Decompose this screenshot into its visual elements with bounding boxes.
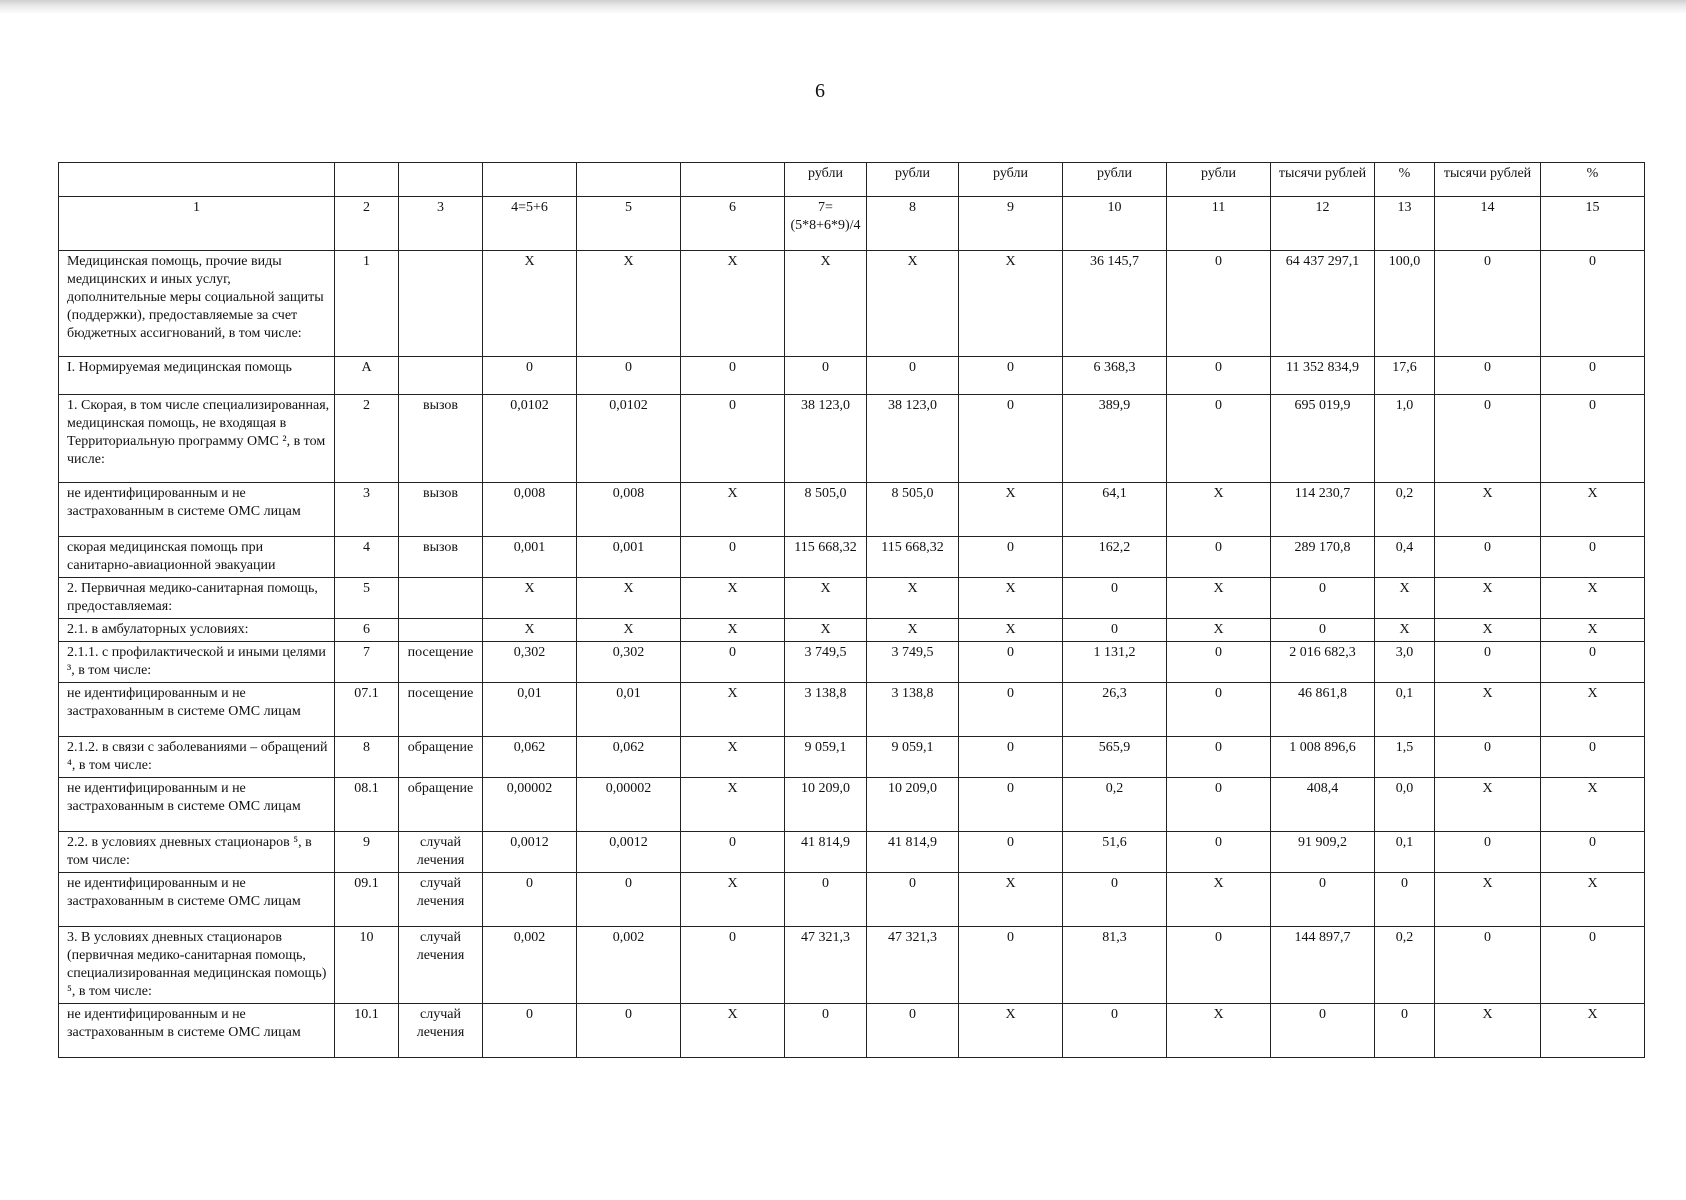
- table-cell: 9 059,1: [867, 737, 959, 778]
- table-cell: 0: [959, 357, 1063, 395]
- table-cell: 0: [785, 357, 867, 395]
- table-cell: 10 209,0: [867, 778, 959, 832]
- table-cell: 9: [959, 197, 1063, 251]
- table-row: [59, 778, 1645, 832]
- table-cell: 26,3: [1063, 683, 1167, 737]
- table-row: [59, 683, 1645, 737]
- table-cell: X: [1435, 873, 1541, 927]
- table-cell: 0: [1167, 927, 1271, 1004]
- table-cell: X: [1541, 483, 1645, 537]
- table-cell: X: [1375, 619, 1435, 642]
- row-label: не идентифицированным и не застрахованным в системе ОМС лицам: [59, 873, 335, 927]
- table-cell: 695 019,9: [1271, 395, 1375, 483]
- table-cell: 0: [1063, 619, 1167, 642]
- table-cell: 4: [335, 537, 399, 578]
- table-cell: X: [1167, 873, 1271, 927]
- table-cell: X: [959, 483, 1063, 537]
- table-cell: X: [959, 578, 1063, 619]
- table-cell: 0: [1271, 578, 1375, 619]
- table-cell: 0: [959, 395, 1063, 483]
- table-cell: X: [867, 578, 959, 619]
- table-cell: X: [1435, 778, 1541, 832]
- table-cell: 2: [335, 197, 399, 251]
- table-cell: 0: [785, 873, 867, 927]
- table-cell: 0: [867, 873, 959, 927]
- table-row: [59, 357, 1645, 395]
- table-cell: 3: [399, 197, 483, 251]
- table-cell: 0: [1541, 357, 1645, 395]
- table-cell: тысячи рублей: [1435, 163, 1541, 197]
- table-cell: 9: [335, 832, 399, 873]
- table-cell: 0: [959, 683, 1063, 737]
- table-cell: 0,00002: [483, 778, 577, 832]
- table-cell: 0,1: [1375, 683, 1435, 737]
- table-cell: 0: [1541, 395, 1645, 483]
- table-cell: вызов: [399, 537, 483, 578]
- table-cell: 0: [1167, 642, 1271, 683]
- table-cell: рубли: [867, 163, 959, 197]
- table-cell: 10 209,0: [785, 778, 867, 832]
- table-cell: 100,0: [1375, 251, 1435, 357]
- table-cell: 2: [335, 395, 399, 483]
- table-cell: [483, 163, 577, 197]
- page-number: 6: [815, 80, 825, 102]
- table-cell: X: [681, 578, 785, 619]
- table-cell: случай лечения: [399, 873, 483, 927]
- row-label: 1. Скорая, в том числе специализированная, медицинская помощь, не входящая в Территориальную программу ОМС ², в том числе:: [59, 395, 335, 483]
- table-cell: 0: [1435, 832, 1541, 873]
- table-cell: 0: [681, 642, 785, 683]
- row-label: 2.1. в амбулаторных условиях:: [59, 619, 335, 642]
- table-cell: 3: [335, 483, 399, 537]
- table-cell: 0,4: [1375, 537, 1435, 578]
- table-cell: X: [1541, 873, 1645, 927]
- table-cell: X: [1167, 1004, 1271, 1058]
- table-cell: X: [681, 683, 785, 737]
- table-cell: 0: [1541, 832, 1645, 873]
- table-cell: 0,01: [483, 683, 577, 737]
- table-cell: 0: [483, 357, 577, 395]
- table-cell: 14: [1435, 197, 1541, 251]
- table-cell: X: [1541, 683, 1645, 737]
- table-cell: 0: [1435, 251, 1541, 357]
- row-label: 2.1.2. в связи с заболеваниями – обращений ⁴, в том числе:: [59, 737, 335, 778]
- table-row: [59, 927, 1645, 1004]
- table-cell: 8 505,0: [785, 483, 867, 537]
- table-cell: [681, 163, 785, 197]
- table-row: [59, 642, 1645, 683]
- table-cell: посещение: [399, 683, 483, 737]
- table-cell: 0,062: [483, 737, 577, 778]
- table-cell: 64 437 297,1: [1271, 251, 1375, 357]
- table-cell: 41 814,9: [785, 832, 867, 873]
- table-cell: рубли: [785, 163, 867, 197]
- row-label: I. Нормируемая медицинская помощь: [59, 357, 335, 395]
- table-cell: 0,1: [1375, 832, 1435, 873]
- table-cell: 3 138,8: [867, 683, 959, 737]
- table-cell: 51,6: [1063, 832, 1167, 873]
- table-cell: X: [681, 737, 785, 778]
- table-row: [59, 395, 1645, 483]
- table-cell: 0: [1167, 537, 1271, 578]
- table-cell: 115 668,32: [867, 537, 959, 578]
- table-cell: X: [1541, 619, 1645, 642]
- table-cell: 114 230,7: [1271, 483, 1375, 537]
- row-label: 2.2. в условиях дневных стационаров ⁵, в том числе:: [59, 832, 335, 873]
- table-cell: вызов: [399, 483, 483, 537]
- table-cell: %: [1375, 163, 1435, 197]
- table-cell: 1 008 896,6: [1271, 737, 1375, 778]
- table-cell: 0: [959, 642, 1063, 683]
- table-cell: [399, 578, 483, 619]
- table-cell: 0,062: [577, 737, 681, 778]
- table-cell: X: [1541, 578, 1645, 619]
- table-cell: 0,2: [1375, 483, 1435, 537]
- table-cell: 38 123,0: [867, 395, 959, 483]
- table-cell: рубли: [959, 163, 1063, 197]
- table-cell: 1,5: [1375, 737, 1435, 778]
- table-cell: 0,2: [1375, 927, 1435, 1004]
- table-cell: 13: [1375, 197, 1435, 251]
- table-cell: X: [483, 619, 577, 642]
- table-cell: X: [959, 873, 1063, 927]
- table-cell: 0: [1167, 832, 1271, 873]
- table-row: [59, 251, 1645, 357]
- table-cell: X: [867, 619, 959, 642]
- table-cell: вызов: [399, 395, 483, 483]
- table-cell: 0,001: [483, 537, 577, 578]
- table-cell: 91 909,2: [1271, 832, 1375, 873]
- table-cell: X: [681, 873, 785, 927]
- table-cell: X: [1435, 683, 1541, 737]
- table-cell: X: [959, 251, 1063, 357]
- table-cell: X: [681, 483, 785, 537]
- table-cell: обращение: [399, 778, 483, 832]
- table-cell: X: [1435, 619, 1541, 642]
- table-cell: 0: [959, 537, 1063, 578]
- table-row: [59, 619, 1645, 642]
- table-cell: X: [1167, 483, 1271, 537]
- table-cell: X: [959, 1004, 1063, 1058]
- table-cell: 0: [1435, 927, 1541, 1004]
- table-cell: 162,2: [1063, 537, 1167, 578]
- table-cell: 0: [867, 357, 959, 395]
- table-cell: 0: [681, 537, 785, 578]
- table-cell: 09.1: [335, 873, 399, 927]
- table-cell: 6: [335, 619, 399, 642]
- table-cell: 17,6: [1375, 357, 1435, 395]
- column-index-row: [59, 197, 1645, 251]
- table-cell: 64,1: [1063, 483, 1167, 537]
- table-cell: 0,008: [483, 483, 577, 537]
- financing-table: [58, 162, 1645, 1058]
- table-cell: 0,0012: [577, 832, 681, 873]
- table-row: [59, 873, 1645, 927]
- table-cell: 0,002: [483, 927, 577, 1004]
- table-cell: 0: [959, 737, 1063, 778]
- table-cell: X: [785, 251, 867, 357]
- table-cell: случай лечения: [399, 927, 483, 1004]
- table-cell: 289 170,8: [1271, 537, 1375, 578]
- table-cell: 07.1: [335, 683, 399, 737]
- table-cell: X: [867, 251, 959, 357]
- table-cell: 1: [335, 251, 399, 357]
- table-cell: 0: [1167, 395, 1271, 483]
- table-cell: X: [577, 251, 681, 357]
- table-cell: 47 321,3: [867, 927, 959, 1004]
- table-cell: 0: [1375, 1004, 1435, 1058]
- table-cell: 0: [1271, 1004, 1375, 1058]
- table-cell: X: [785, 619, 867, 642]
- table-cell: X: [1541, 1004, 1645, 1058]
- table-cell: 0,0: [1375, 778, 1435, 832]
- row-label: 3. В условиях дневных стационаров (первичная медико-санитарная помощь, специализированная медицинская помощь) ⁵, в том числе:: [59, 927, 335, 1004]
- table-cell: 0: [959, 832, 1063, 873]
- table-cell: рубли: [1063, 163, 1167, 197]
- table-cell: [399, 251, 483, 357]
- table-cell: 0,302: [577, 642, 681, 683]
- table-cell: 0: [1435, 357, 1541, 395]
- table-cell: 0,01: [577, 683, 681, 737]
- row-label: скорая медицинская помощь при санитарно-авиационной эвакуации: [59, 537, 335, 578]
- row-label: не идентифицированным и не застрахованным в системе ОМС лицам: [59, 483, 335, 537]
- table-cell: 0,001: [577, 537, 681, 578]
- table-cell: 0: [867, 1004, 959, 1058]
- table-cell: 47 321,3: [785, 927, 867, 1004]
- table-cell: X: [577, 619, 681, 642]
- table-cell: 0: [1541, 251, 1645, 357]
- table-cell: 389,9: [1063, 395, 1167, 483]
- table-cell: X: [1167, 578, 1271, 619]
- table-cell: 11: [1167, 197, 1271, 251]
- table-cell: 0: [483, 873, 577, 927]
- table-row: [59, 537, 1645, 578]
- table-cell: 0: [1435, 537, 1541, 578]
- table-cell: 0: [1167, 357, 1271, 395]
- table-cell: X: [785, 578, 867, 619]
- table-cell: 12: [1271, 197, 1375, 251]
- table-cell: 0: [577, 873, 681, 927]
- table-cell: 0,302: [483, 642, 577, 683]
- table-cell: 0: [577, 357, 681, 395]
- table-cell: 0: [1541, 642, 1645, 683]
- table-cell: обращение: [399, 737, 483, 778]
- units-header-row: [59, 163, 1645, 197]
- table-cell: %: [1541, 163, 1645, 197]
- table-cell: 1,0: [1375, 395, 1435, 483]
- table-cell: [399, 163, 483, 197]
- table-cell: 5: [577, 197, 681, 251]
- scan-edge: [0, 0, 1686, 14]
- table-cell: 5: [335, 578, 399, 619]
- table-cell: 0,002: [577, 927, 681, 1004]
- table-cell: 0,0102: [483, 395, 577, 483]
- table-cell: 0: [681, 927, 785, 1004]
- table-cell: 0: [1063, 873, 1167, 927]
- table-cell: [399, 619, 483, 642]
- table-cell: 8: [335, 737, 399, 778]
- table-cell: 3 749,5: [785, 642, 867, 683]
- table-cell: 8 505,0: [867, 483, 959, 537]
- table-cell: случай лечения: [399, 832, 483, 873]
- table-cell: 41 814,9: [867, 832, 959, 873]
- table-cell: рубли: [1167, 163, 1271, 197]
- table-cell: 0: [1167, 683, 1271, 737]
- table-cell: X: [681, 251, 785, 357]
- row-label: не идентифицированным и не застрахованным в системе ОМС лицам: [59, 683, 335, 737]
- table-cell: 0: [1167, 251, 1271, 357]
- table-cell: 0: [1167, 778, 1271, 832]
- table-cell: 0: [1541, 927, 1645, 1004]
- table-cell: 6 368,3: [1063, 357, 1167, 395]
- table-cell: 0,2: [1063, 778, 1167, 832]
- table-cell: 9 059,1: [785, 737, 867, 778]
- table-cell: X: [681, 778, 785, 832]
- table-cell: 0: [681, 357, 785, 395]
- table-cell: 0: [785, 1004, 867, 1058]
- table-cell: 0: [681, 832, 785, 873]
- table-cell: 0,008: [577, 483, 681, 537]
- table-cell: 0: [483, 1004, 577, 1058]
- table-cell: X: [1435, 483, 1541, 537]
- table-cell: 15: [1541, 197, 1645, 251]
- table-cell: 10: [335, 927, 399, 1004]
- table-cell: 7=(5*8+6*9)/4: [785, 197, 867, 251]
- table-cell: 0: [1271, 619, 1375, 642]
- table-cell: 46 861,8: [1271, 683, 1375, 737]
- table-cell: 36 145,7: [1063, 251, 1167, 357]
- table-cell: 3 138,8: [785, 683, 867, 737]
- table-cell: 0: [1375, 873, 1435, 927]
- table-cell: 0: [1435, 642, 1541, 683]
- table-cell: 0,0012: [483, 832, 577, 873]
- table-cell: 1 131,2: [1063, 642, 1167, 683]
- table-cell: 565,9: [1063, 737, 1167, 778]
- table-cell: 10: [1063, 197, 1167, 251]
- table-cell: 0: [1271, 873, 1375, 927]
- row-label: Медицинская помощь, прочие виды медицинских и иных услуг, дополнительные меры социальной защиты (поддержки), предоставляемые за счет бюджетных ассигнований, в том числе:: [59, 251, 335, 357]
- table-cell: 0: [1541, 737, 1645, 778]
- table-cell: 0: [1167, 737, 1271, 778]
- table-cell: 0,00002: [577, 778, 681, 832]
- table-cell: [399, 357, 483, 395]
- table-cell: X: [577, 578, 681, 619]
- table-cell: посещение: [399, 642, 483, 683]
- table-cell: 38 123,0: [785, 395, 867, 483]
- table-row: [59, 737, 1645, 778]
- table-cell: 10.1: [335, 1004, 399, 1058]
- table-cell: 0: [1541, 537, 1645, 578]
- table-cell: 0: [1063, 578, 1167, 619]
- table-cell: 7: [335, 642, 399, 683]
- table-cell: 0: [577, 1004, 681, 1058]
- table-row: [59, 483, 1645, 537]
- table-cell: 2 016 682,3: [1271, 642, 1375, 683]
- table-row: [59, 1004, 1645, 1058]
- table-cell: 0: [1435, 737, 1541, 778]
- table-cell: 0: [681, 395, 785, 483]
- table-cell: случай лечения: [399, 1004, 483, 1058]
- table-row: [59, 832, 1645, 873]
- table-cell: X: [1435, 1004, 1541, 1058]
- table-cell: X: [483, 578, 577, 619]
- table-cell: 1: [59, 197, 335, 251]
- table-cell: 0: [959, 927, 1063, 1004]
- table-cell: X: [1435, 578, 1541, 619]
- table-cell: 0: [1063, 1004, 1167, 1058]
- table-cell: тысячи рублей: [1271, 163, 1375, 197]
- table-cell: 408,4: [1271, 778, 1375, 832]
- table-cell: 08.1: [335, 778, 399, 832]
- table-cell: X: [681, 1004, 785, 1058]
- table-cell: X: [681, 619, 785, 642]
- table-cell: 81,3: [1063, 927, 1167, 1004]
- table-cell: [577, 163, 681, 197]
- table-cell: А: [335, 357, 399, 395]
- table-cell: 4=5+6: [483, 197, 577, 251]
- table-cell: 115 668,32: [785, 537, 867, 578]
- table-cell: X: [1541, 778, 1645, 832]
- table-cell: 0,0102: [577, 395, 681, 483]
- table-cell: 8: [867, 197, 959, 251]
- table-row: [59, 578, 1645, 619]
- table-cell: 3,0: [1375, 642, 1435, 683]
- row-label: 2.1.1. с профилактической и иными целями ³, в том числе:: [59, 642, 335, 683]
- table-cell: X: [1375, 578, 1435, 619]
- table-cell: X: [1167, 619, 1271, 642]
- table-cell: 3 749,5: [867, 642, 959, 683]
- table-cell: 0: [1435, 395, 1541, 483]
- row-label: не идентифицированным и не застрахованным в системе ОМС лицам: [59, 1004, 335, 1058]
- table-cell: X: [483, 251, 577, 357]
- table-cell: X: [959, 619, 1063, 642]
- table-cell: 144 897,7: [1271, 927, 1375, 1004]
- row-label: не идентифицированным и не застрахованным в системе ОМС лицам: [59, 778, 335, 832]
- table-cell: 0: [959, 778, 1063, 832]
- table-cell: [59, 163, 335, 197]
- row-label: 2. Первичная медико-санитарная помощь, предоставляемая:: [59, 578, 335, 619]
- table-cell: [335, 163, 399, 197]
- table-cell: 11 352 834,9: [1271, 357, 1375, 395]
- table-cell: 6: [681, 197, 785, 251]
